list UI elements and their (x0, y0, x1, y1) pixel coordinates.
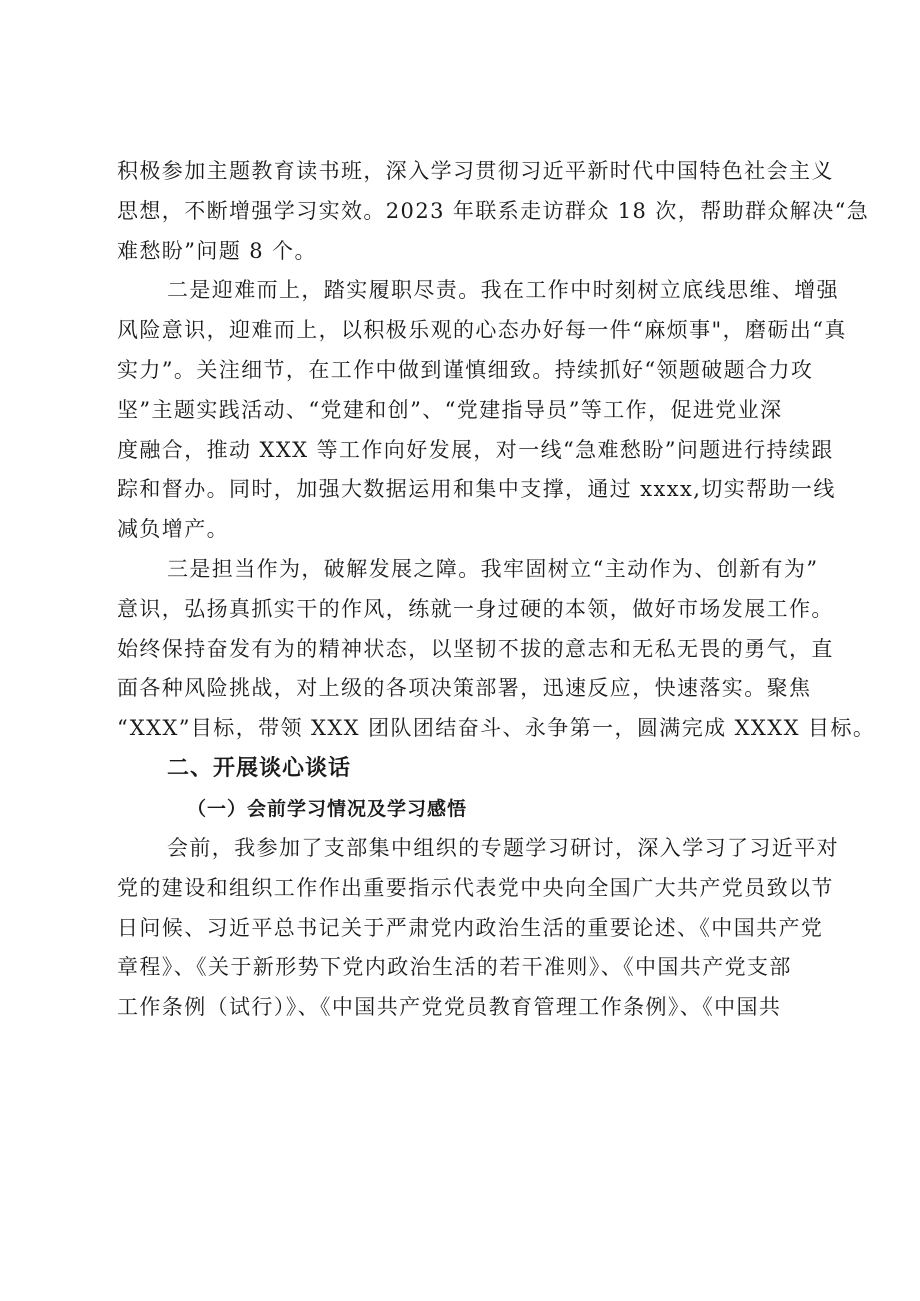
document-body (117, 152, 876, 1028)
text-line: 踪和督办。同时，加强大数据运用和集中支撑，通过 xxxx,切实帮助一线 (117, 477, 836, 502)
subsection-heading: （一）会前学习情况及学习感悟 (187, 797, 468, 820)
text-line: 思想，不断增强学习实效。2023 年联系走访群众 18 次，帮助群众解决“急 (117, 198, 870, 223)
text-line: 会前，我参加了支部集中组织的专题学习研讨，深入学习了习近平对 (167, 835, 839, 860)
text-line: 面各种风险挑战，对上级的各项决策部署，迅速反应，快速落实。聚焦 (117, 676, 812, 701)
text-line: 工作条例（试行）》、《中国共产党党员教育管理工作条例》、《中国共 (117, 995, 782, 1020)
text-line: 二是迎难而上，踏实履职尽责。我在工作中时刻树立底线思维、增强 (167, 278, 839, 303)
text-line: 度融合，推动 XXX 等工作向好发展，对一线“急难愁盼”问题进行持续跟 (117, 437, 834, 462)
text-line: 积极参加主题教育读书班，深入学习贯彻习近平新时代中国特色社会主义 (117, 159, 834, 183)
text-line: 章程》、《关于新形势下党内政治生活的若干准则》、《中国共产党支部 (117, 955, 792, 980)
text-line: 日问候、习近平总书记关于严肃党内政治生活的重要论述、《中国共产党 (117, 915, 824, 940)
text-line: 三是担当作为，破解发展之障。我牢固树立“主动作为、创新有为” (167, 556, 819, 581)
text-line: 减负增产。 (117, 517, 229, 542)
text-line: 风险意识，迎难而上，以积极乐观的心态办好每一件“麻烦事"，磨砺出“真 (117, 318, 847, 343)
paragraph-duty (117, 271, 847, 550)
paragraph-responsibility (117, 550, 876, 749)
section-heading: 二、开展谈心谈话 (167, 755, 352, 781)
text-line: 党的建设和组织工作作出重要指示代表党中央向全国广大共产党员致以节 (117, 875, 834, 900)
text-line: 难愁盼”问题 8 个。 (117, 238, 317, 263)
text-line: “XXX”目标，带领 XXX 团队团结奋斗、永争第一，圆满完成 XXXX 目标。 (117, 716, 876, 741)
paragraph-study (117, 152, 870, 271)
text-line: 始终保持奋发有为的精神状态，以坚韧不拔的意志和无私无畏的勇气，直 (117, 636, 834, 661)
text-line: 坚”主题实践活动、“党建和创”、“党建指导员”等工作，促进党业深 (117, 397, 783, 422)
text-line: 意识，弘扬真抓实干的作风，练就一身过硬的本领，做好市场发展工作。 (117, 596, 834, 621)
text-line: 实力”。关注细节，在工作中做到谨慎细致。持续抓好“领题破题合力攻 (117, 357, 814, 382)
paragraph-pre-meeting (117, 829, 839, 1028)
